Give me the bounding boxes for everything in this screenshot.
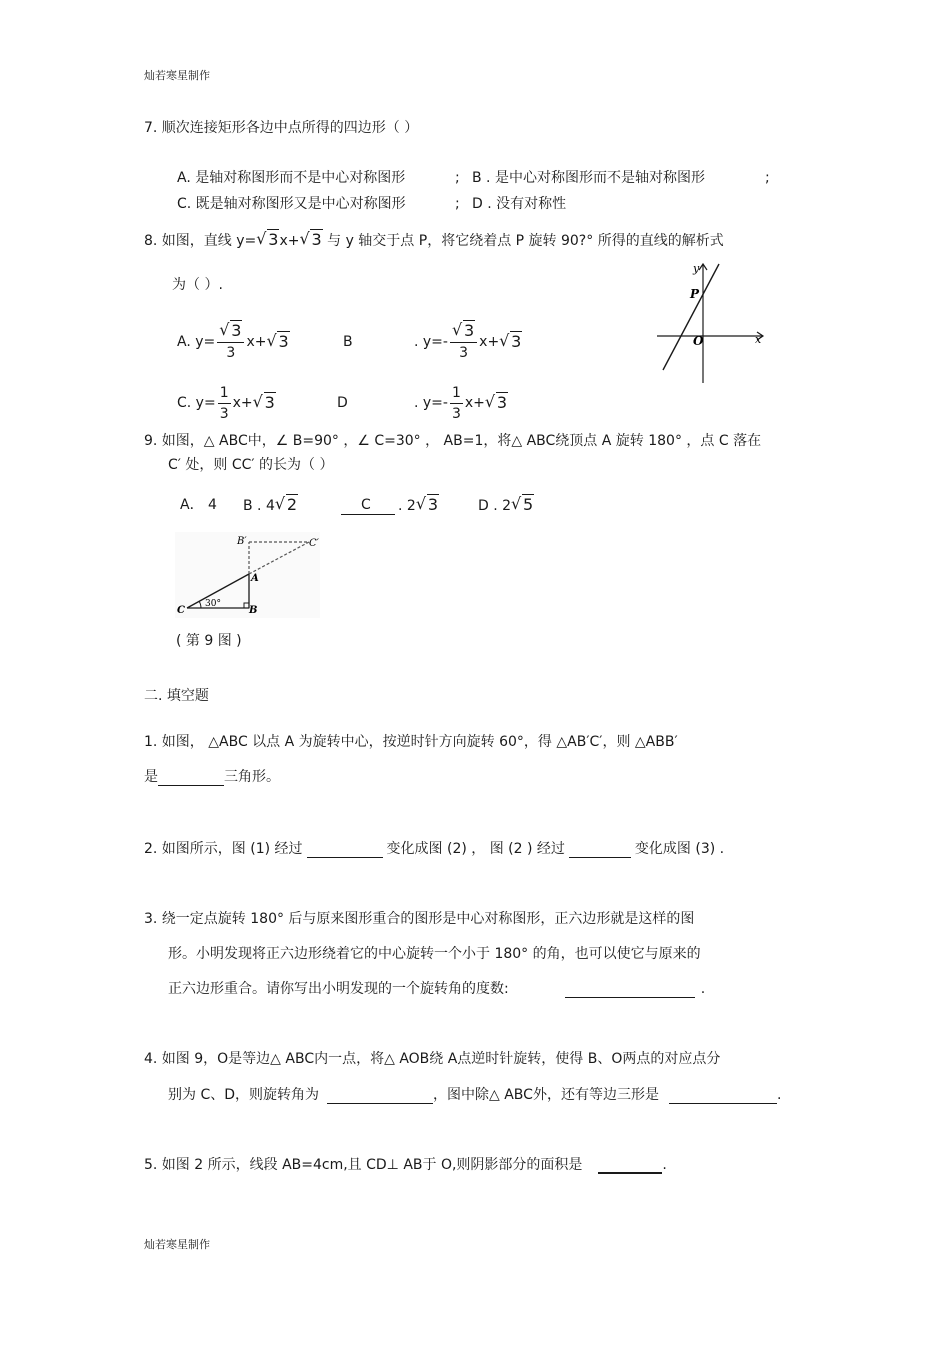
sqrt-3: √ 3 — [299, 231, 322, 250]
section-title: 二. 填空题 — [144, 688, 209, 704]
q8-option-c: C. y= $\frac{1}{3}$ x+ √ 3 — [177, 381, 276, 425]
f3-line-3: 正六边形重合。请你写出小明发现的一个旋转角的度数: . — [168, 981, 706, 997]
q7-sep-3: ; — [455, 196, 460, 212]
x-plus: x+ — [279, 233, 300, 249]
q7-option-d: D . 没有对称性 — [472, 196, 567, 212]
q7-sep-1: ; — [455, 170, 460, 186]
f5-line: 5. 如图 2 所示，线段 AB=4cm,且 CD⊥ AB于 O,则阴影部分的面积是 . — [144, 1157, 667, 1173]
q9-option-a: A． 4 — [180, 497, 217, 513]
f1-line-1: 1. 如图， △ABC 以点 A 为旋转中心，按逆时针方向旋转 60°，得 △AB′C′，则 △ABB′ — [144, 734, 678, 750]
q9-line-2: C′ 处，则 CC′ 的长为（ ） — [168, 457, 334, 473]
answer-blank — [569, 843, 631, 858]
fraction: √ $\frac{3}{3}$ — [217, 321, 244, 363]
q8-stem-a: 8. 如图，直线 y= — [144, 233, 257, 249]
label-b: B — [249, 605, 258, 616]
fraction: √ $\frac{3}{3}$ — [450, 321, 477, 363]
q8-stem-c: 为（ ）. — [172, 277, 223, 293]
q8-stem-b: 与 y 轴交于点 P，将它绕着点 P 旋转 90?° 所得的直线的解析式 — [327, 233, 724, 249]
fraction: $\frac{1}{3}$ — [451, 384, 461, 422]
fraction: $\frac{1}{3}$ — [219, 384, 229, 422]
sqrt-3: √ 3 — [256, 231, 279, 250]
q8-option-b: . y=- √ $\frac{3}{3}$ x+ √ 3 — [414, 320, 522, 364]
o-label: O — [693, 334, 704, 348]
q7-option-c: C. 既是轴对称图形又是中心对称图形 — [177, 196, 406, 212]
page-header: 灿若寒星制作 — [144, 69, 210, 82]
q9-option-c-label: C — [341, 496, 395, 515]
label-c-prime: C′ — [309, 538, 319, 549]
q8-option-d-label: D — [337, 395, 348, 411]
answer-blank — [598, 1158, 662, 1174]
f3-line-1: 3. 绕一定点旋转 180° 后与原来图形重合的图形是中心对称图形，正六边形就是这样的图 — [144, 911, 695, 927]
q8-option-d: . y=- $\frac{1}{3}$ x+ √ 3 — [414, 381, 508, 425]
f3-line-2: 形。小明发现将正六边形绕着它的中心旋转一个小于 180° 的角，也可以使它与原来的 — [168, 946, 701, 962]
q7-option-a: A. 是轴对称图形而不是中心对称图形 — [177, 170, 406, 186]
answer-blank — [327, 1089, 433, 1104]
q7-option-b: B . 是中心对称图形而不是轴对称图形 — [472, 170, 705, 186]
q9-option-c: . 2√ 3 — [398, 496, 439, 515]
label-a: A — [251, 573, 259, 584]
answer-blank — [307, 843, 383, 858]
answer-blank — [158, 771, 224, 786]
y-label: y — [693, 262, 700, 275]
label-c: C — [177, 605, 185, 616]
x-label: x — [755, 333, 762, 346]
q9-caption: ( 第 9 图 ) — [176, 633, 242, 649]
q9-line-1: 9. 如图，△ ABC中，∠ B=90° ，∠ C=30° ， AB=1，将△ ABC绕顶点 A 旋转 180° ，点 C 落在 — [144, 433, 762, 449]
answer-blank — [669, 1089, 777, 1104]
p-label: P — [690, 287, 700, 301]
q7-sep-2: ; — [765, 170, 770, 186]
q8-stem — [144, 231, 724, 250]
f1-line-2: 是 三角形。 — [144, 769, 280, 785]
q7-stem: 7. 顺次连接矩形各边中点所得的四边形（ ） — [144, 120, 419, 136]
q8-option-a: A. y= √ $\frac{3}{3}$ x+ √ 3 — [177, 320, 290, 364]
q8-coordinate-figure — [655, 258, 770, 388]
line-graph — [663, 264, 719, 370]
q9-option-d: D . 2√ 5 — [478, 496, 534, 515]
answer-blank — [565, 983, 695, 998]
label-angle: 30° — [205, 599, 221, 609]
q8-option-b-label: B — [343, 334, 353, 350]
label-b-prime: B′ — [237, 536, 247, 547]
f4-line-1: 4. 如图 9，O是等边△ ABC内一点，将△ AOB绕 A点逆时针旋转，使得 B、O两点的对应点分 — [144, 1051, 721, 1067]
page-footer: 灿若寒星制作 — [144, 1238, 210, 1251]
q9-option-b: B . 4√ 2 — [243, 496, 298, 515]
f2-line: 2. 如图所示，图 (1) 经过 变化成图 (2) ， 图 (2 ) 经过 变化成图 (3) . — [144, 841, 725, 857]
q9-triangle-figure — [175, 532, 320, 618]
f4-line-2: 别为 C、D，则旋转角为 ，图中除△ ABC外，还有等边三形是 . — [168, 1087, 782, 1103]
